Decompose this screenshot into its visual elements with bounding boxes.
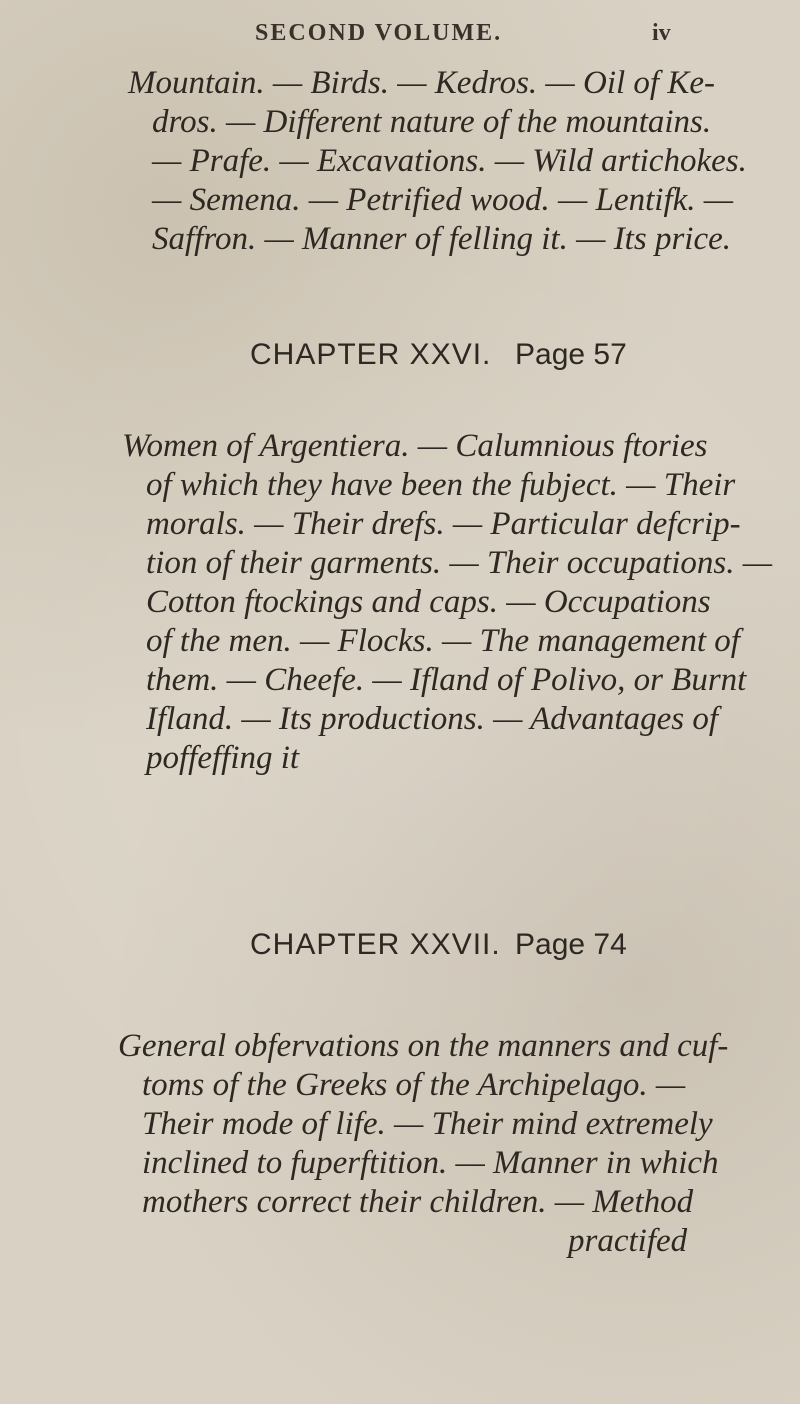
summary-line: — Semena. — Petrified wood. — Lentifk. —: [152, 182, 734, 218]
summary-line: toms of the Greeks of the Archipelago. —: [142, 1067, 686, 1103]
chapter-label: CHAPTER XXVI.: [250, 338, 492, 371]
chapter-26-summary: [122, 427, 773, 778]
chapter-27-summary: [118, 1027, 729, 1261]
summary-line: inclined to fuperftition. — Manner in which: [142, 1145, 719, 1181]
summary-line: Mountain. — Birds. — Kedros. — Oil of Ke-: [128, 65, 715, 101]
summary-line: — Prafe. — Excavations. — Wild artichokes.: [152, 143, 747, 179]
chapter-25-summary: [128, 64, 747, 259]
chapter-page-ref: Page 57: [515, 338, 627, 371]
running-head: [0, 20, 800, 60]
running-title: SECOND VOLUME.: [255, 20, 503, 46]
chapter-label: CHAPTER XXVII.: [250, 928, 501, 961]
catchword: practifed: [568, 1223, 688, 1259]
summary-line: Their mode of life. — Their mind extremely: [142, 1106, 713, 1142]
chapter-page-ref: Page 74: [515, 928, 627, 961]
summary-line: mothers correct their children. — Method: [142, 1184, 694, 1220]
summary-line: Ifland. — Its productions. — Advantages of: [146, 701, 718, 737]
summary-line: them. — Cheefe. — Ifland of Polivo, or Burnt: [146, 662, 747, 698]
summary-line: of which they have been the fubject. — Their: [146, 467, 736, 503]
chapter-heading-26: [0, 338, 800, 378]
summary-line: poffeffing it: [146, 740, 300, 776]
summary-line: dros. — Different nature of the mountains.: [152, 104, 712, 140]
summary-line: tion of their garments. — Their occupations. —: [146, 545, 773, 581]
chapter-heading-27: [0, 928, 800, 968]
summary-line: Women of Argentiera. — Calumnious ftories: [122, 428, 708, 464]
summary-line: Saffron. — Manner of felling it. — Its price.: [152, 221, 731, 257]
summary-line: Cotton ftockings and caps. — Occupations: [146, 584, 711, 620]
summary-line: of the men. — Flocks. — The management of: [146, 623, 740, 659]
summary-line: morals. — Their drefs. — Particular defcrip-: [146, 506, 741, 542]
summary-line: General obfervations on the manners and cuf-: [118, 1028, 729, 1064]
page-number: iv: [652, 20, 671, 46]
